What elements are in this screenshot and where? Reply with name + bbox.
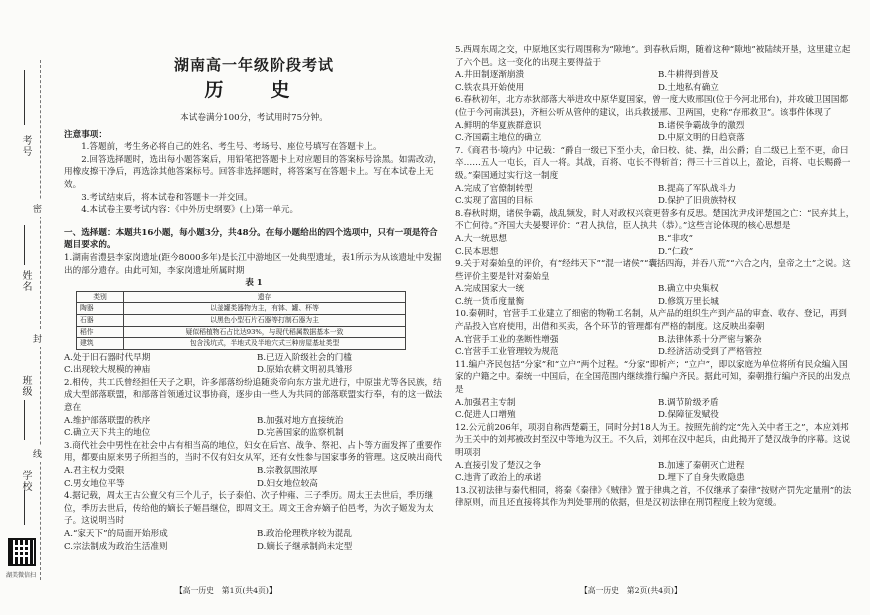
question-6-stem: 6.春秋初年，北方赤狄部落大举进攻中原华夏国家，曾一度大败邢国(位于今河北邢台)，并攻破卫国国都(位于今河南淇县)，齐桓公听从管仲的建议，出兵救援邢、卫两国，史称“存邢救卫”。该事件体现了 xyxy=(455,95,849,118)
question-9-stem: 9.关于对秦始皇的评价，有“经纬天下”“混一诸侯”“囊括四海，并吞八荒”“六合之内，皇帝之土”之说。这些评价主要是针对秦始皇 xyxy=(455,259,851,282)
seal-char-3: 线 xyxy=(33,445,42,462)
right-column xyxy=(455,44,855,510)
seal-line xyxy=(40,60,41,580)
question-13-stem: 13.汉初法律与秦代相同，将秦《秦律》《贼律》置于律典之首，不仅继承了秦律“按财产罚先定量刑”的法律原则，而且还直接将其作为判处罪刑的依据，但是汉初法律在刑罚程度上较为宽缓。 xyxy=(455,485,852,509)
question-8-stem: 8.春秋时期，诸侯争霸，战乱频发，时人对政权兴衰更替多有反思。楚国沈尹戌评楚国之亡：“民弃其上，不亡何待。”齐国大夫晏婴评价：“君人执信，臣人执共（恭）。”这些言论体现的核心思想是 xyxy=(455,208,855,232)
option[interactable]: D.完善国家的监察机制 xyxy=(257,428,344,439)
exam-title: 湖南高一年级阶段考试 xyxy=(173,56,334,74)
question-4-options xyxy=(64,528,444,553)
notice-item: 1.答题前，考生务必将自己的姓名、考生号、考场号、座位号填写在答题卡上。 xyxy=(81,142,382,153)
exam-info: 本试卷满分100分，考试用时75分钟。 xyxy=(180,113,328,123)
seal-char-2: 封 xyxy=(33,330,42,347)
question-10-stem: 10.秦朝时，官营手工业建立了细密的物勒工名制，从产品的组织生产到产品的审查、收存、登记，再到产品投入官府使用，出借和买卖，各个环节的管理都有严格的制度。这反映出秦朝 xyxy=(455,309,847,333)
question-10-options xyxy=(455,334,855,359)
left-column xyxy=(64,42,444,553)
table-cell: 石器 xyxy=(77,314,124,326)
option[interactable]: C.违背了政治上的承诺 xyxy=(455,473,542,484)
option[interactable]: A.君主权力受限 xyxy=(64,466,125,477)
option[interactable]: C.齐国霸主地位的确立 xyxy=(455,133,542,144)
table-cell: 稻作 xyxy=(77,326,124,338)
section-heading: 一、选择题：本题共16小题，每小题3分，共48分。在每小题给出的四个选项中，只有一项是符合题目要求的。 xyxy=(64,227,438,251)
name-label: 姓名 xyxy=(20,270,31,292)
option[interactable]: A.井田制逐渐崩溃 xyxy=(455,70,525,81)
question-2-options xyxy=(64,415,444,440)
question-1-stem: 1.湖南省澧县李家岗遗址(距今8000多年)是长江中游地区一处典型遗址，表1所示为从该遗址中发掘出的部分遗存。由此可知，李家岗遗址所属时期 xyxy=(64,252,442,276)
question-6-options xyxy=(455,120,855,145)
question-5-options xyxy=(455,69,855,94)
question-5-stem: 5.西周东周之交，中原地区实行周围称为“隙地”。到春秋后期，随着这种“隙地”被陆续开垦，这里建立起了六个邑。这一变化的出现主要得益于 xyxy=(455,45,851,68)
option[interactable]: B.调节阶级矛盾 xyxy=(658,397,719,408)
option[interactable]: D.妇女地位较高 xyxy=(257,478,318,489)
question-2-stem: 2.相传，共工氏曾经担任天子之职，许多部落纷纷追随炎帝向东方蚩尤进行，中原蚩尤等各民族，结成大型部落联盟，和部落首领通过议事协商，逐步由一些人为共同的部落联盟实行奉，有的这一做法意在 xyxy=(64,377,443,414)
option[interactable]: C.民本思想 xyxy=(455,246,499,257)
option[interactable]: A.官营手工业的垄断性增强 xyxy=(455,334,559,345)
option[interactable]: C.宗法制成为政治生活准则 xyxy=(64,541,168,552)
exam-no-field[interactable] xyxy=(24,70,25,125)
question-7-options xyxy=(455,183,855,208)
question-12-options xyxy=(455,460,855,485)
table-cell: 以釜罐类器物为主，有钵、罐、杯等 xyxy=(124,303,406,315)
option[interactable]: B.加强对地方直接统治 xyxy=(257,415,344,426)
option[interactable]: B.政治伦理秩序较为混乱 xyxy=(257,529,352,539)
option[interactable]: B.“非攻” xyxy=(658,233,694,244)
option[interactable]: A.加强君主专制 xyxy=(455,397,516,408)
table-cell: 陶器 xyxy=(77,303,124,315)
question-9-options xyxy=(455,283,855,308)
option[interactable]: B.加速了秦朝灭亡进程 xyxy=(658,460,745,471)
notice-item: 3.考试结束后，将本试卷和答题卡一并交回。 xyxy=(81,192,253,203)
option[interactable]: C.男女地位平等 xyxy=(64,478,125,489)
table-row xyxy=(77,326,406,338)
school-field[interactable] xyxy=(24,490,25,525)
option[interactable]: D.嫡长子继承制尚未定型 xyxy=(257,541,353,552)
option[interactable]: A.维护部落联盟的秩序 xyxy=(64,415,151,426)
name-field[interactable] xyxy=(24,225,25,265)
page-footer-left: 【高一历史 第1页(共4页)】 xyxy=(175,586,277,595)
option[interactable]: D.保护了旧贵族特权 xyxy=(658,196,737,207)
question-4-stem: 4.据记载，周太王古公亶父有三个儿子，长子泰伯、次子仲雍、三子季历。周太王去世后，季历继位，季历去世后，传给他的嫡长子姬昌继位，即周文王。周文王舍弃嫡子伯邑考，为次子姬发为太子。这说明当时 xyxy=(64,491,434,527)
question-3-options xyxy=(64,465,444,490)
table-row xyxy=(77,303,406,315)
option[interactable]: D.“仁政” xyxy=(658,246,694,257)
option[interactable]: C.确立天下共主的地位 xyxy=(64,428,151,439)
question-7-stem: 7.《商君书·境内》中记载：“爵自一级已下至小夫，命曰校、徒、操，出公爵；自二级已上至不更，命曰卒……五人一屯长，百人一将。其战，百将、屯长不得斩首；得三十三首以上，盈论，百将、屯长赐爵一级。”秦国通过实行这一制度 xyxy=(455,145,851,181)
question-11-options xyxy=(455,397,855,422)
option[interactable]: A.处于旧石器时代早期 xyxy=(64,352,151,363)
option[interactable]: C.出现较大规模的神庙 xyxy=(64,365,151,376)
table-cell: 以黑色小型石片石器等打制石器为主 xyxy=(124,314,406,326)
table-cell: 建筑 xyxy=(77,338,124,350)
option[interactable]: A.大一统思想 xyxy=(455,233,507,244)
table-row xyxy=(77,314,406,326)
option[interactable]: D.中原文明的日趋衰落 xyxy=(658,133,745,144)
relics-table xyxy=(76,291,406,350)
question-11-stem: 11.编户齐民包括“分家”和“立户”两个过程。“分家”即析产；“立户”，即以家庭为单位将所有民众编入国家的户籍之中。秦统一中国后，在全国范围内继续推行编户齐民。据此可知，秦朝推行编户齐民的出发点是 xyxy=(455,359,851,396)
option[interactable]: B.提高了军队战斗力 xyxy=(658,183,736,194)
option[interactable]: D.原始农耕文明初具雏形 xyxy=(257,365,353,376)
notice-heading: 注意事项： xyxy=(64,129,107,140)
table-header-cell: 类别 xyxy=(77,291,124,303)
option[interactable]: D.经济活动受到了严格管控 xyxy=(658,347,762,358)
option[interactable]: B.已迈入阶级社会的门槛 xyxy=(257,352,352,363)
option[interactable]: C.实现了富国的目标 xyxy=(455,196,533,207)
option[interactable]: C.铁农具开始使用 xyxy=(455,82,525,93)
option[interactable]: D.保障征发赋役 xyxy=(658,410,719,421)
notice-item: 4.本试卷主要考试内容：《中外历史纲要》(上)第一单元。 xyxy=(81,205,299,216)
option[interactable]: B.确立中央集权 xyxy=(658,284,719,295)
table-caption: 表 1 xyxy=(245,278,263,289)
option[interactable]: B.牛耕得到普及 xyxy=(658,70,719,81)
table-cell: 疑似稻植物石占比达93%，与现代稻属数据基本一致 xyxy=(124,326,406,338)
question-3-stem: 3.商代社会中男性在社会中占有相当高的地位，妇女在后宫、战争、祭祀、占卜等方面发挥了重要作用，都要由原来男子所担当的，当时不仅有妇女从军，还有女性参与国家事务的管理。这反映出商代 xyxy=(64,440,443,464)
option[interactable]: A.直接引发了楚汉之争 xyxy=(455,460,542,471)
class-label: 班级 xyxy=(20,375,31,397)
option[interactable]: D.土地私有确立 xyxy=(658,82,719,93)
exam-subject: 历 史 xyxy=(204,79,304,101)
option[interactable]: A.鲜明的华夏族群意识 xyxy=(455,120,542,131)
option[interactable]: A.完成了官僚制转型 xyxy=(455,183,533,194)
qr-code-icon xyxy=(8,538,36,566)
option[interactable]: A.“家天下”的局面开始形成 xyxy=(64,529,168,539)
option[interactable]: D.修筑万里长城 xyxy=(658,296,719,307)
option[interactable]: B.法律体系十分严密与繁杂 xyxy=(658,334,762,345)
exam-no-label: 考号 xyxy=(20,135,31,157)
qr-caption: 湖美微信扫 xyxy=(6,572,37,579)
table-cell: 包含浅坑式，半地式及半地穴式三种房屋基址类型 xyxy=(124,338,406,350)
table-header-row xyxy=(77,291,406,303)
table-header-cell: 遗存 xyxy=(124,291,406,303)
question-1-options xyxy=(64,352,444,377)
seal-char-1: 密 xyxy=(33,200,42,217)
school-label: 学校 xyxy=(20,470,31,492)
binding-strip xyxy=(0,0,62,615)
option[interactable]: C.官营手工业管理较为规范 xyxy=(455,347,559,358)
question-8-options xyxy=(455,233,855,258)
option[interactable]: A.完成国家大一统 xyxy=(455,284,525,295)
option[interactable]: C.统一货币度量衡 xyxy=(455,296,525,307)
class-field[interactable] xyxy=(24,400,25,440)
option[interactable]: B.诸侯争霸战争的激烈 xyxy=(658,120,745,131)
page-footer-right: 【高一历史 第2页(共4页)】 xyxy=(580,586,682,595)
option[interactable]: C.促进人口增殖 xyxy=(455,410,516,421)
table-row xyxy=(77,338,406,350)
question-12-stem: 12.公元前206年，项羽自称西楚霸王，同时分封18人为王。按照先前约定“先入关中者王之”，本应刘邦为王关中的刘邦被改封至汉中等地为汉王。不久后，刘邦在汉中起兵，由此揭开了楚汉战争的序幕。这说明项羽 xyxy=(455,422,851,458)
notice-item: 2.回答选择题时，选出每小题答案后，用铅笔把答题卡上对应题目的答案标号涂黑。如需改动，用橡皮擦干净后，再选涂其他答案标号。回答非选择题时，将答案写在答题卡上。写在本试卷上无效。 xyxy=(64,154,442,190)
option[interactable]: D.埋下了自身失败隐患 xyxy=(658,473,745,484)
option[interactable]: B.宗教氛围浓厚 xyxy=(257,466,318,477)
